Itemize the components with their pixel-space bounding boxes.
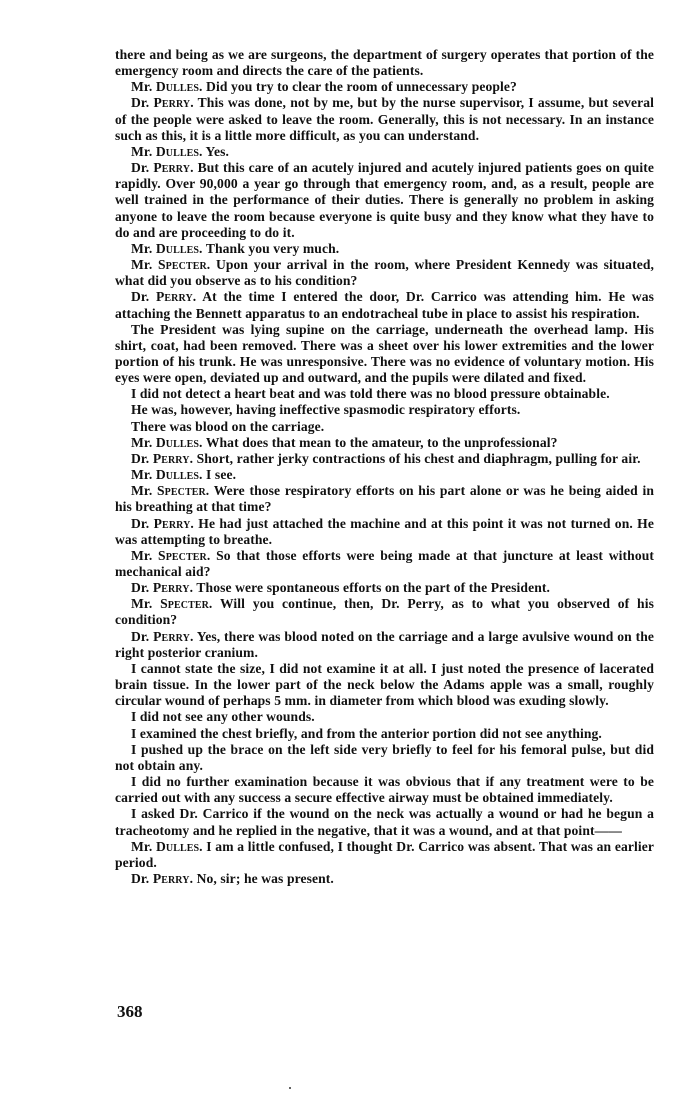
paragraph-text: Yes, there was blood noted on the carriage and a large avulsive wound on the right posterior cranium. [115,628,654,660]
speaker-surname: Specter. [158,547,211,563]
speaker-surname: Dulles. [155,79,203,95]
paragraph-text: Upon your arrival in the room, where President Kennedy was situated, what did you observe as to his condition? [115,257,654,289]
speaker-name [131,257,210,272]
paragraph-text: I asked Dr. Carrico if the wound on the neck was actually a wound or had he begun a tracheotomy and he replied in the negative, that it was a wound, and at that point—— [115,806,654,838]
speaker-title: Dr. [131,515,150,531]
speaker-name [131,467,203,482]
paragraph-text: Those were spontaneous efforts on the part of the President. [196,580,550,596]
speaker-name [131,144,203,159]
speaker-title: Mr. [131,483,153,499]
speaker-surname: Perry. [156,289,197,305]
narrative-paragraph [115,774,654,806]
page-number: 368 [117,1002,143,1021]
narrative-paragraph [115,726,654,742]
speaker-title: Mr. [131,79,153,95]
narrative-paragraph [115,806,654,838]
speaker-title: Dr. [131,289,150,305]
paragraph-text: I did not detect a heart beat and was told there was no blood pressure obtainable. [131,386,610,402]
speaker-title: Mr. [131,547,153,563]
paragraph-text: At the time I entered the door, Dr. Carrico was attending him. He was attaching the Bennett apparatus to an endotracheal tube in place to assist his respiration. [115,289,655,321]
paragraph-text: So that those efforts were being made at that juncture at least without mechanical aid? [115,547,655,579]
speaker-title: Mr. [131,467,153,483]
speaker-surname: Specter. [160,596,213,612]
speaker-name [131,451,193,466]
paragraph-text: Thank you very much. [205,240,340,256]
speaker-name [131,289,196,304]
narrative-paragraph [115,661,654,709]
testimony-paragraph [115,257,654,289]
speaker-surname: Specter. [156,483,210,499]
speaker-surname: Dulles. [155,838,203,854]
speaker-title: Mr. [131,257,153,273]
narrative-paragraph [115,419,654,435]
speaker-name [131,160,194,175]
paragraph-text: Yes. [205,143,229,159]
narrative-paragraph [115,322,654,387]
speaker-surname: Dulles. [155,467,203,483]
narrative-paragraph [115,742,654,774]
paragraph-text: I am a little confused, I thought Dr. Carrico was absent. That was an earlier period. [115,838,655,870]
testimony-paragraph [115,580,654,596]
testimony-paragraph [115,516,654,548]
speaker-name [131,79,203,94]
paragraph-text: He was, however, having ineffective spasmodic respiratory efforts. [131,402,521,418]
testimony-paragraph [115,483,654,515]
paragraph-text: I examined the chest briefly, and from the anterior portion did not see anything. [131,725,602,741]
speaker-surname: Specter. [157,257,211,273]
narrative-paragraph [115,47,654,79]
speaker-surname: Dulles. [155,240,203,256]
speaker-title: Mr. [131,838,153,854]
speaker-surname: Perry. [153,515,194,531]
speaker-name [131,839,203,854]
testimony-paragraph [115,95,654,143]
paragraph-text: I cannot state the size, I did not examine it at all. I just noted the presence of lacerated brain tissue. In the lower part of the neck below the Adams apple was a small, roughly circular wound of perhaps 5 mm. in diameter from which blood was exuding slowly. [115,660,654,709]
narrative-paragraph [115,709,654,725]
scan-speck [289,1087,291,1089]
speaker-name [131,548,210,563]
speaker-title: Dr. [131,628,150,644]
paragraph-text: Were those respiratory efforts on his part alone or was he being aided in his breathing at that time? [115,483,654,515]
paragraph-text: Will you continue, then, Dr. Perry, as to what you observed of his condition? [115,596,654,628]
speaker-title: Mr. [131,596,153,612]
speaker-surname: Perry. [152,580,194,596]
testimony-paragraph [115,839,654,871]
transcript-body [115,47,654,887]
narrative-paragraph [115,386,654,402]
testimony-paragraph [115,467,654,483]
speaker-surname: Dulles. [155,143,203,159]
paragraph-text: I see. [206,467,237,483]
testimony-paragraph [115,241,654,257]
paragraph-text: But this care of an acutely injured and acutely injured patients goes on quite rapidly. Over 90,000 a year go through that emergency room, and, as a result, people are well trained in the performance of their duties. There is generally no problem in asking anyone to leave the room because everyone is quite busy and they know what they have to do and are proceeding to do it. [115,160,655,240]
paragraph-text: There was blood on the carriage. [131,418,325,434]
speaker-name [131,95,194,110]
testimony-paragraph [115,435,654,451]
speaker-name [131,629,193,644]
speaker-surname: Perry. [152,450,194,466]
paragraph-text: The President was lying supine on the carriage, underneath the overhead lamp. His shirt, coat, had been removed. There was a sheet over his lower extremities and the lower portion of his trunk. He was unresponsive. There was no evidence of voluntary motion. His eyes were open, deviated up and outward, and the pupils were dilated and fixed. [115,321,654,386]
testimony-paragraph [115,451,654,467]
paragraph-text: Short, rather jerky contractions of his chest and diaphragm, pulling for air. [196,450,641,466]
paragraph-text: No, sir; he was present. [196,870,334,886]
testimony-paragraph [115,548,654,580]
speaker-title: Mr. [131,143,153,159]
testimony-paragraph [115,144,654,160]
speaker-surname: Perry. [153,628,194,644]
speaker-name [131,483,209,498]
paragraph-text: I pushed up the brace on the left side very briefly to feel for his femoral pulse, but did not obtain any. [115,741,654,773]
speaker-surname: Perry. [153,95,194,111]
speaker-title: Dr. [131,450,150,466]
speaker-name [131,516,194,531]
testimony-paragraph [115,289,654,321]
speaker-title: Dr. [131,580,150,596]
speaker-title: Mr. [131,434,153,450]
speaker-name [131,241,203,256]
speaker-name [131,580,193,595]
testimony-paragraph [115,160,654,241]
paragraph-text: there and being as we are surgeons, the department of surgery operates that portion of the emergency room and directs the care of the patients. [115,47,654,79]
speaker-title: Mr. [131,240,153,256]
speaker-title: Dr. [131,95,150,111]
paragraph-text: Did you try to clear the room of unnecessary people? [206,79,517,95]
speaker-title: Dr. [131,870,150,886]
testimony-paragraph [115,79,654,95]
speaker-surname: Perry. [152,870,194,886]
paragraph-text: I did no further examination because it was obvious that if any treatment were to be carried out with any success a secure effective airway must be obtained immediately. [115,774,654,806]
speaker-surname: Dulles. [155,434,203,450]
speaker-title: Dr. [131,160,150,176]
paragraph-text: He had just attached the machine and at this point it was not turned on. He was attempting to breathe. [115,515,654,547]
testimony-paragraph [115,629,654,661]
testimony-paragraph [115,871,654,887]
testimony-paragraph [115,596,654,628]
speaker-name [131,435,203,450]
paragraph-text: I did not see any other wounds. [131,709,315,725]
speaker-name [131,596,212,611]
paragraph-text: This was done, not by me, but by the nurse supervisor, I assume, but several of the people were asked to leave the room. Generally, this is not necessary. In an instance such as this, it is a little more difficult, as you can understand. [115,95,654,143]
speaker-name [131,871,193,886]
speaker-surname: Perry. [153,160,194,176]
paragraph-text: What does that mean to the amateur, to the unprofessional? [205,434,558,450]
narrative-paragraph [115,402,654,418]
